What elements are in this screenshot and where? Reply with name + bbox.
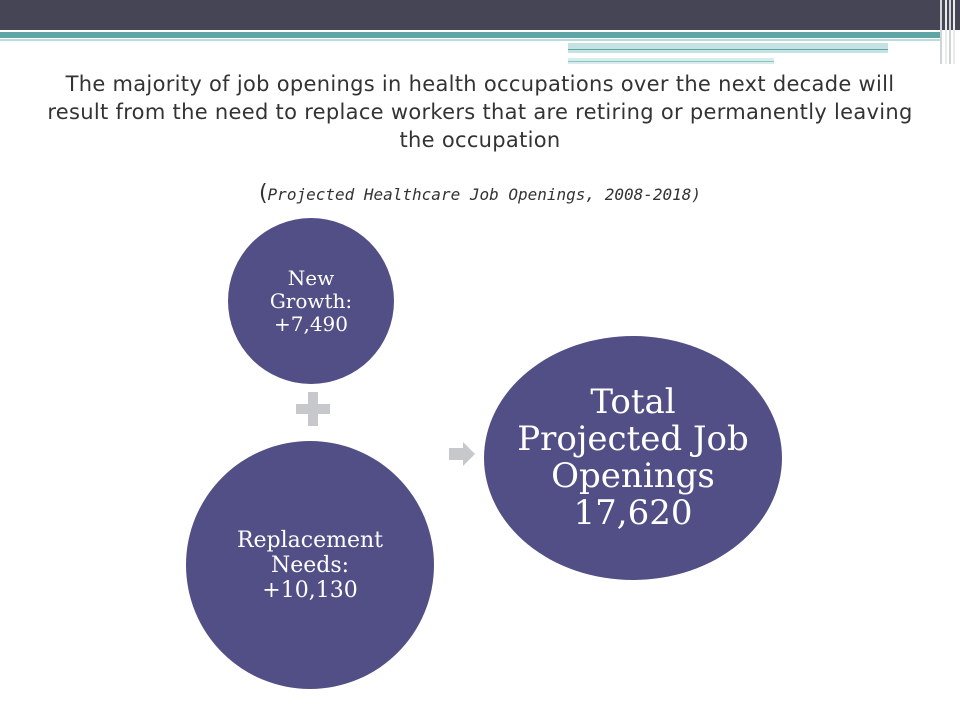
total-openings-value: 17,620 [573, 493, 693, 533]
total-openings-circle [484, 336, 782, 580]
total-openings-label: Total Projected Job Openings [517, 382, 749, 496]
plus-icon [296, 392, 330, 426]
decorative-vertical-lines [940, 0, 956, 64]
top-bar [0, 0, 960, 30]
slide-subtitle [40, 181, 920, 206]
subtitle-open-paren: ( [258, 181, 268, 206]
replacement-needs-value: +10,130 [262, 577, 358, 603]
new-growth-label: New Growth: [269, 265, 353, 313]
arrow-right-icon [449, 440, 477, 468]
replacement-needs-circle [186, 441, 434, 689]
new-growth-value: +7,490 [273, 311, 348, 336]
subtitle-text: Projected Healthcare Job Openings, 2008-2018 [267, 185, 692, 204]
accent-stripe-light [0, 39, 940, 41]
accent-stripe-teal [0, 32, 940, 38]
replacement-needs-label: Replacement Needs: [236, 527, 384, 578]
accent-block-1 [568, 43, 888, 53]
subtitle-close-paren: ) [691, 185, 702, 204]
accent-block-2 [568, 58, 774, 64]
slide-title: The majority of job openings in health occupations over the next decade will result from the need to replace workers that are retiring or permanently leaving the occupation [47, 72, 913, 152]
new-growth-circle [228, 218, 394, 384]
